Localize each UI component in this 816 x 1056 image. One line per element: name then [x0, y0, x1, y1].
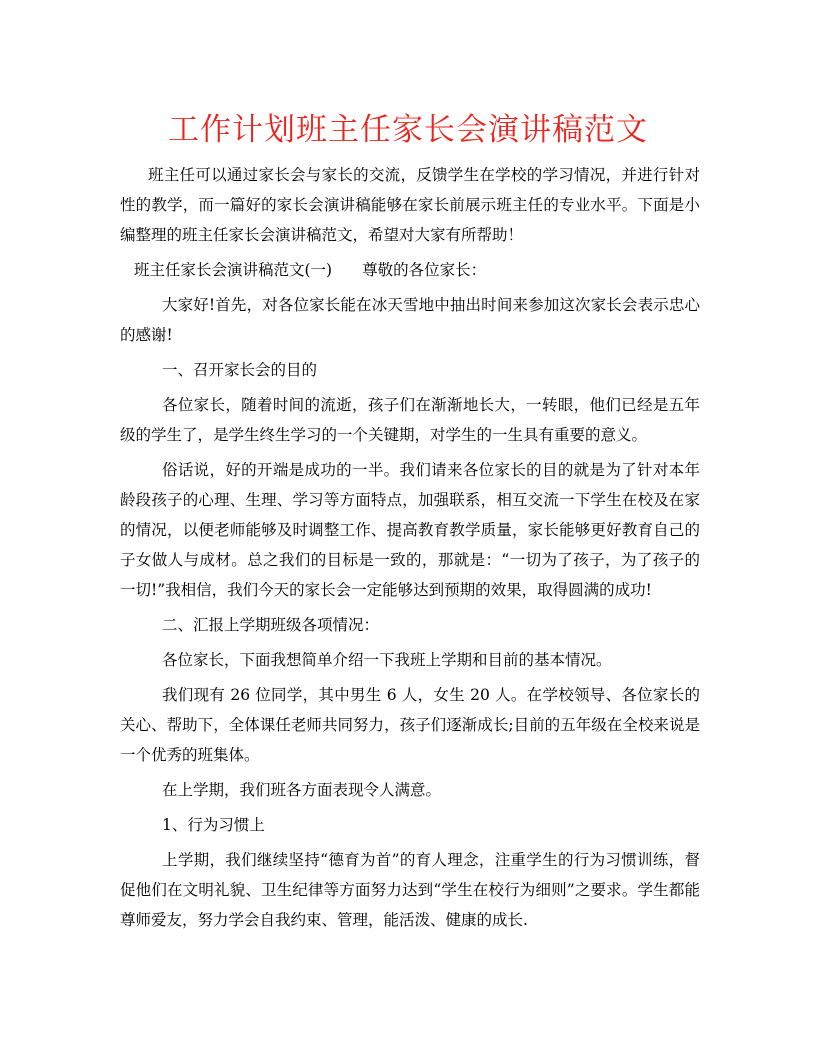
section-heading-report: 二、汇报上学期班级各项情况：	[162, 616, 380, 634]
sample-heading: 班主任家长会演讲稿范文(一)	[134, 261, 333, 279]
document-body	[120, 160, 700, 940]
document-title: 工作计划班主任家长会演讲稿范文	[168, 112, 648, 148]
paragraph-purpose-2: 俗话说，好的开端是成功的一半。我们请来各位家长的目的就是为了针对本年龄段孩子的心理、生理、学习等方面特点，加强联系，相互交流一下学生在校及在家的情况，以便老师能够及时调整工作、提高教育教学质量，家长能够更好教育自己的子女做人与成材。总之我们的目标是一致的，那就是：“一切为了孩子，为了孩子的一切!”我相信，我们今天的家长会一定能够达到预期的效果，取得圆满的成功!	[120, 461, 700, 599]
paragraph-behavior: 上学期，我们继续坚持“德育为首”的育人理念，注重学生的行为习惯训练，督促他们在文明礼貌、卫生纪律等方面努力达到“学生在校行为细则”之要求。学生都能尊师爱友，努力学会自我约束、管理，能活泼、健康的成长.	[120, 851, 700, 929]
paragraph-report-intro: 各位家长，下面我想简单介绍一下我班上学期和目前的基本情况。	[162, 651, 612, 669]
salutation: 尊敬的各位家长：	[362, 261, 487, 279]
sample-heading-line	[120, 255, 700, 285]
paragraph-greeting: 大家好!首先，对各位家长能在冰天雪地中抽出时间来参加这次家长会表示忠心的感谢!	[120, 296, 700, 344]
section-heading-purpose: 一、召开家长会的目的	[162, 361, 318, 379]
paragraph-class-stats: 我们现有 26 位同学，其中男生 6 人，女生 20 人。在学校领导、各位家长的关心、帮助下，全体课任老师共同努力，孩子们逐渐成长;目前的五年级在全校来说是一个优秀的班集体。	[120, 686, 700, 764]
subsection-heading-behavior: 1、行为习惯上	[162, 816, 265, 834]
paragraph-satisfaction: 在上学期，我们班各方面表现令人满意。	[162, 781, 442, 799]
intro-paragraph: 班主任可以通过家长会与家长的交流，反馈学生在学校的学习情况，并进行针对性的教学，而一篇好的家长会演讲稿能够在家长前展示班主任的专业水平。下面是小编整理的班主任家长会演讲稿范文，希望对大家有所帮助！	[120, 166, 700, 244]
paragraph-purpose-1: 各位家长，随着时间的流逝，孩子们在渐渐地长大，一转眼，他们已经是五年级的学生了，是学生终生学习的一个关键期，对学生的一生具有重要的意义。	[120, 396, 700, 444]
